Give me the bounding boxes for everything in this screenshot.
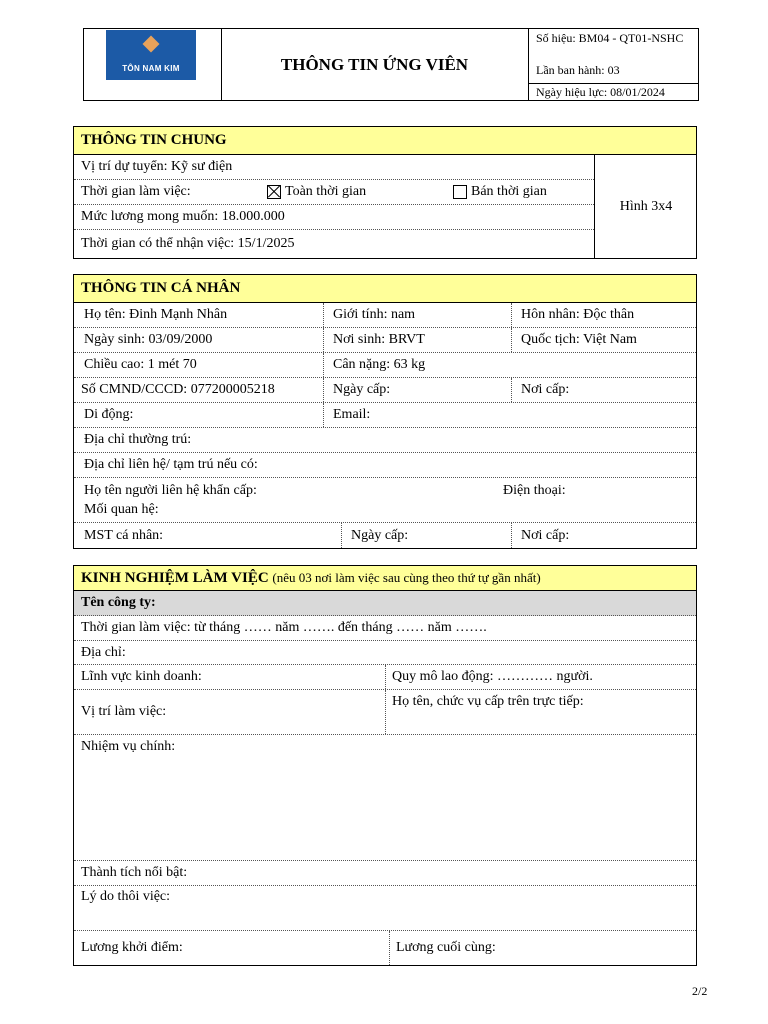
company-row	[74, 591, 696, 616]
salary-history-row	[74, 931, 696, 965]
start-date-field[interactable]: Thời gian có thể nhận việc: 15/1/2025	[81, 236, 295, 251]
achievements-field[interactable]: Thành tích nổi bật:	[81, 865, 188, 880]
height-field[interactable]: Chiều cao: 1 mét 70	[84, 357, 197, 372]
id-date-field[interactable]: Ngày cấp:	[333, 382, 391, 397]
position-row	[74, 155, 594, 180]
logo-cell	[84, 29, 222, 100]
personal-info-title: THÔNG TIN CÁ NHÂN	[74, 275, 696, 303]
duties-row	[74, 735, 696, 861]
logo-text: TÔN NAM KIM	[122, 64, 180, 73]
work-time-row	[74, 180, 594, 205]
emergency-name-field[interactable]: Họ tên người liên hệ khẩn cấp:	[84, 483, 257, 498]
leave-reason-row	[74, 886, 696, 931]
tax-code-field[interactable]: MST cá nhân:	[84, 527, 164, 543]
id-place-field[interactable]: Nơi cấp:	[521, 382, 570, 397]
name-row	[74, 303, 696, 328]
mobile-field[interactable]: Di động:	[84, 407, 134, 422]
business-field[interactable]: Lĩnh vực kinh doanh:	[81, 669, 202, 684]
expected-salary-field[interactable]: Mức lương mong muốn: 18.000.000	[81, 209, 285, 224]
emergency-phone-field[interactable]: Điện thoại:	[503, 483, 566, 498]
birthplace-field[interactable]: Nơi sinh: BRVT	[333, 332, 425, 347]
full-time-checkbox[interactable]	[267, 185, 281, 199]
relationship-field[interactable]: Mối quan hệ:	[84, 502, 159, 517]
document-meta	[528, 29, 698, 100]
start-salary-field[interactable]: Lương khởi điểm:	[81, 940, 183, 955]
marital-field[interactable]: Hôn nhân: Độc thân	[521, 307, 635, 322]
nationality-field[interactable]: Quốc tịch: Việt Nam	[521, 332, 637, 347]
period-row	[74, 616, 696, 641]
experience-title-text: KINH NGHIỆM LÀM VIỆC	[81, 569, 269, 586]
weight-field[interactable]: Cân nặng: 63 kg	[333, 357, 426, 372]
company-logo	[106, 30, 196, 80]
contact-row	[74, 403, 696, 428]
job-position-field[interactable]: Vị trí làm việc:	[81, 704, 167, 719]
job-row	[74, 690, 696, 735]
experience-subtitle: (nêu 03 nơi làm việc sau cùng theo thứ tự gần nhất)	[272, 570, 541, 585]
address-row	[74, 641, 696, 665]
period-field[interactable]: Thời gian làm việc: từ tháng …… năm ……. đến tháng …… năm …….	[81, 620, 487, 635]
part-time-option[interactable]	[446, 180, 547, 204]
part-time-label: Bán thời gian	[471, 184, 547, 199]
id-row	[74, 378, 696, 403]
company-field[interactable]: Tên công ty:	[81, 595, 156, 610]
general-info-section	[73, 126, 697, 259]
experience-title	[74, 566, 696, 591]
general-info-title: THÔNG TIN CHUNG	[74, 127, 696, 155]
id-number-field[interactable]: Số CMND/CCCD: 077200005218	[81, 382, 275, 397]
tax-place-field[interactable]: Nơi cấp:	[521, 527, 570, 543]
doc-code: Số hiệu: BM04 - QT01-NSHC	[536, 31, 684, 45]
personal-info-section	[73, 274, 697, 549]
company-address-field[interactable]: Địa chỉ:	[81, 644, 126, 660]
part-time-checkbox[interactable]	[453, 185, 467, 199]
perm-address-field[interactable]: Địa chỉ thường trú:	[84, 432, 192, 447]
tax-row	[74, 523, 696, 548]
name-field[interactable]: Họ tên: Đinh Mạnh Nhân	[84, 307, 228, 322]
full-time-label: Toàn thời gian	[285, 184, 367, 199]
photo-box: Hình 3x4	[594, 155, 697, 258]
work-time-label: Thời gian làm việc:	[81, 184, 191, 199]
position-field[interactable]: Vị trí dự tuyển: Kỹ sư điện	[81, 159, 233, 174]
tax-date-field[interactable]: Ngày cấp:	[351, 527, 409, 543]
logo-diamond-icon	[143, 36, 160, 53]
achievements-row	[74, 861, 696, 886]
contact-address-field[interactable]: Địa chỉ liên hệ/ tạm trú nếu có:	[84, 457, 258, 472]
full-time-option[interactable]	[260, 180, 366, 204]
end-salary-field[interactable]: Lương cuối cùng:	[396, 940, 496, 955]
field-row	[74, 665, 696, 690]
issue-number: Lần ban hành: 03	[536, 63, 620, 77]
perm-address-row	[74, 428, 696, 453]
salary-row	[74, 205, 594, 230]
dob-field[interactable]: Ngày sinh: 03/09/2000	[84, 332, 213, 347]
form-title: THÔNG TIN ỨNG VIÊN	[221, 29, 529, 100]
duties-field[interactable]: Nhiệm vụ chính:	[81, 739, 176, 754]
email-field[interactable]: Email:	[333, 407, 371, 422]
dob-row	[74, 328, 696, 353]
gender-field[interactable]: Giới tính: nam	[333, 307, 416, 322]
leave-reason-field[interactable]: Lý do thôi việc:	[81, 889, 171, 904]
start-date-row	[74, 230, 594, 258]
labor-scale-field[interactable]: Quy mô lao động: ………… người.	[392, 669, 593, 684]
experience-section	[73, 565, 697, 966]
height-row	[74, 353, 696, 378]
page-number: 2/2	[692, 984, 708, 998]
document-header	[83, 28, 699, 101]
emergency-row	[74, 478, 696, 523]
contact-address-row	[74, 453, 696, 478]
manager-field[interactable]: Họ tên, chức vụ cấp trên trực tiếp:	[392, 694, 584, 709]
effective-date: Ngày hiệu lực: 08/01/2024	[528, 83, 698, 99]
